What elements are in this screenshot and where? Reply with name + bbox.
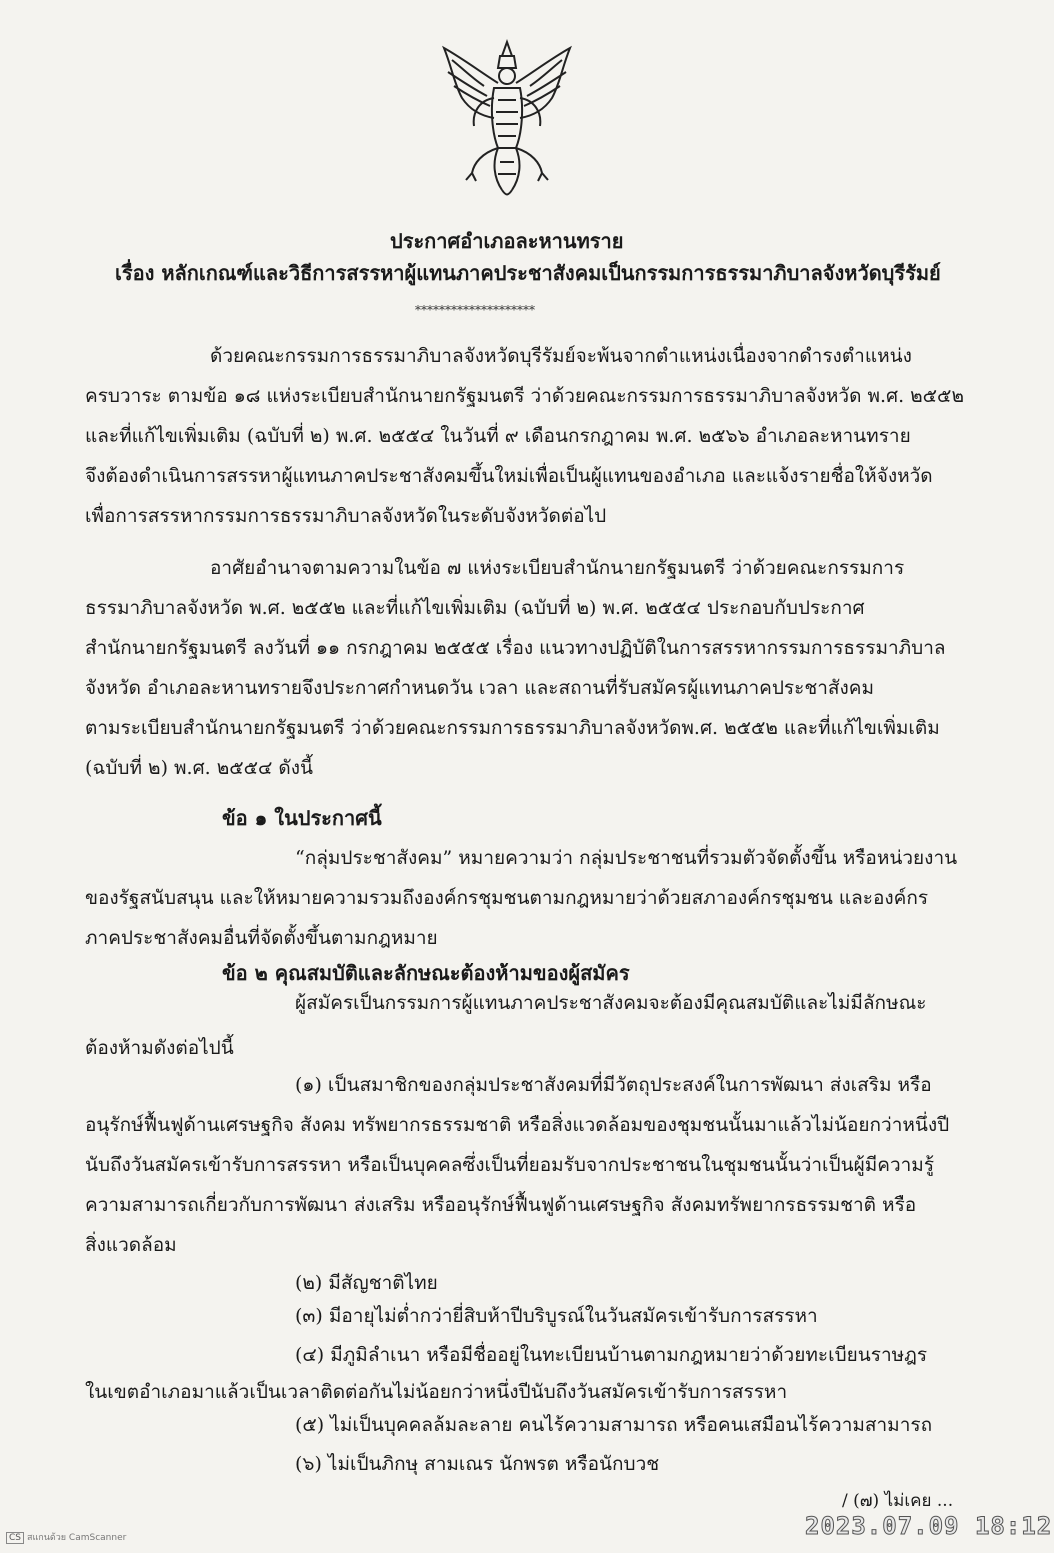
- camscanner-icon: CS: [6, 1532, 24, 1544]
- paragraph-1-line-1: ด้วยคณะกรรมการธรรมาภิบาลจังหวัดบุรีรัมย์จะพ้นจากตำแหน่งเนื่องจากดำรงตำแหน่ง: [210, 345, 912, 367]
- clause-1-line-2: ของรัฐสนับสนุน และให้หมายความรวมถึงองค์กรชุมชนตามกฎหมายว่าด้วยสภาองค์กรชุมชน และองค์กร: [85, 887, 929, 909]
- item-6: (๖) ไม่เป็นภิกษุ สามเณร นักพรต หรือนักบวช: [295, 1453, 660, 1475]
- clause-2-line-1: ผู้สมัครเป็นกรรมการผู้แทนภาคประชาสังคมจะต้องมีคุณสมบัติและไม่มีลักษณะ: [295, 992, 927, 1014]
- clause-2-heading: ข้อ ๒ คุณสมบัติและลักษณะต้องห้ามของผู้สมัคร: [222, 961, 630, 985]
- paragraph-2-line-5: ตามระเบียบสำนักนายกรัฐมนตรี ว่าด้วยคณะกรรมการธรรมาภิบาลจังหวัดพ.ศ. ๒๕๕๒ และที่แก้ไขเพิ่มเติม: [85, 717, 940, 739]
- item-5: (๕) ไม่เป็นบุคคลล้มละลาย คนไร้ความสามารถ หรือคนเสมือนไร้ความสามารถ: [295, 1414, 933, 1436]
- camscanner-label: สแกนด้วย CamScanner: [27, 1533, 127, 1543]
- garuda-emblem-icon: [432, 38, 582, 198]
- clause-1-line-1: “กลุ่มประชาสังคม” หมายความว่า กลุ่มประชาชนที่รวมตัวจัดตั้งขึ้น หรือหน่วยงาน: [295, 847, 958, 869]
- item-1-line-4: ความสามารถเกี่ยวกับการพัฒนา ส่งเสริม หรืออนุรักษ์ฟื้นฟูด้านเศรษฐกิจ สังคมทรัพยากรธรรมชาติ หรือ: [85, 1194, 917, 1216]
- paragraph-2-line-2: ธรรมาภิบาลจังหวัด พ.ศ. ๒๕๕๒ และที่แก้ไขเพิ่มเติม (ฉบับที่ ๒) พ.ศ. ๒๕๕๔ ประกอบกับประกาศ: [85, 597, 865, 619]
- paragraph-1-line-4: จึงต้องดำเนินการสรรหาผู้แทนภาคประชาสังคมขึ้นใหม่เพื่อเป็นผู้แทนของอำเภอ และแจ้งรายชื่อให้จังหวัด: [85, 465, 933, 487]
- item-1-line-2: อนุรักษ์ฟื้นฟูด้านเศรษฐกิจ สังคม ทรัพยากรธรรมชาติ หรือสิ่งแวดล้อมของชุมชนนั้นมาแล้วไม่น้อยกว่าหนึ่งปี: [85, 1114, 950, 1136]
- paragraph-2-line-1: อาศัยอำนาจตามความในข้อ ๗ แห่งระเบียบสำนักนายกรัฐมนตรี ว่าด้วยคณะกรรมการ: [210, 557, 905, 579]
- item-1-line-3: นับถึงวันสมัครเข้ารับการสรรหา หรือเป็นบุคคลซึ่งเป็นที่ยอมรับจากประชาชนในชุมชนนั้นว่าเป็นผู้มีความรู้: [85, 1154, 935, 1176]
- item-4-line-2: ในเขตอำเภอมาแล้วเป็นเวลาติดต่อกันไม่น้อยกว่าหนึ่งปีนับถึงวันสมัครเข้ารับการสรรหา: [85, 1381, 788, 1403]
- clause-1-line-3: ภาคประชาสังคมอื่นที่จัดตั้งขึ้นตามกฎหมาย: [85, 927, 438, 949]
- item-3: (๓) มีอายุไม่ต่ำกว่ายี่สิบห้าปีบริบูรณ์ในวันสมัครเข้ารับการสรรหา: [295, 1305, 818, 1327]
- continuation-note: / (๗) ไม่เคย ...: [842, 1491, 954, 1511]
- item-1-line-1: (๑) เป็นสมาชิกของกลุ่มประชาสังคมที่มีวัตถุประสงค์ในการพัฒนา ส่งเสริม หรือ: [295, 1074, 932, 1096]
- announcement-subject: เรื่อง หลักเกณฑ์และวิธีการสรรหาผู้แทนภาคประชาสังคมเป็นกรรมการธรรมาภิบาลจังหวัดบุรีรัมย์: [115, 261, 941, 285]
- announcement-title: ประกาศอำเภอละหานทราย: [390, 229, 624, 253]
- item-4-line-1: (๔) มีภูมิลำเนา หรือมีชื่ออยู่ในทะเบียนบ้านตามกฎหมายว่าด้วยทะเบียนราษฎร: [295, 1344, 928, 1366]
- paragraph-1-line-3: และที่แก้ไขเพิ่มเติม (ฉบับที่ ๒) พ.ศ. ๒๕๕๔ ในวันที่ ๙ เดือนกรกฎาคม พ.ศ. ๒๕๖๖ อำเภอละหานทราย: [85, 425, 911, 447]
- clause-2-line-2: ต้องห้ามดังต่อไปนี้: [85, 1037, 234, 1059]
- camscanner-watermark: [6, 1530, 126, 1544]
- title-separator: ********************: [415, 303, 535, 317]
- clause-1-heading: ข้อ ๑ ในประกาศนี้: [222, 806, 382, 830]
- paragraph-1-line-5: เพื่อการสรรหากรรมการธรรมาภิบาลจังหวัดในระดับจังหวัดต่อไป: [85, 505, 607, 527]
- paragraph-2-line-3: สำนักนายกรัฐมนตรี ลงวันที่ ๑๑ กรกฎาคม ๒๕๕๕ เรื่อง แนวทางปฏิบัติในการสรรหากรรมการธรรมาภิบาล: [85, 637, 946, 659]
- paragraph-1-line-2: ครบวาระ ตามข้อ ๑๘ แห่งระเบียบสำนักนายกรัฐมนตรี ว่าด้วยคณะกรรมการธรรมาภิบาลจังหวัด พ.ศ. ๒๕๕๒: [85, 385, 964, 407]
- item-2: (๒) มีสัญชาติไทย: [295, 1272, 438, 1294]
- item-1-line-5: สิ่งแวดล้อม: [85, 1234, 177, 1256]
- paragraph-2-line-6: (ฉบับที่ ๒) พ.ศ. ๒๕๕๔ ดังนี้: [85, 757, 314, 779]
- paragraph-2-line-4: จังหวัด อำเภอละหานทรายจึงประกาศกำหนดวัน เวลา และสถานที่รับสมัครผู้แทนภาคประชาสังคม: [85, 677, 875, 699]
- scan-timestamp: 2023.07.09 18:12: [805, 1512, 1053, 1540]
